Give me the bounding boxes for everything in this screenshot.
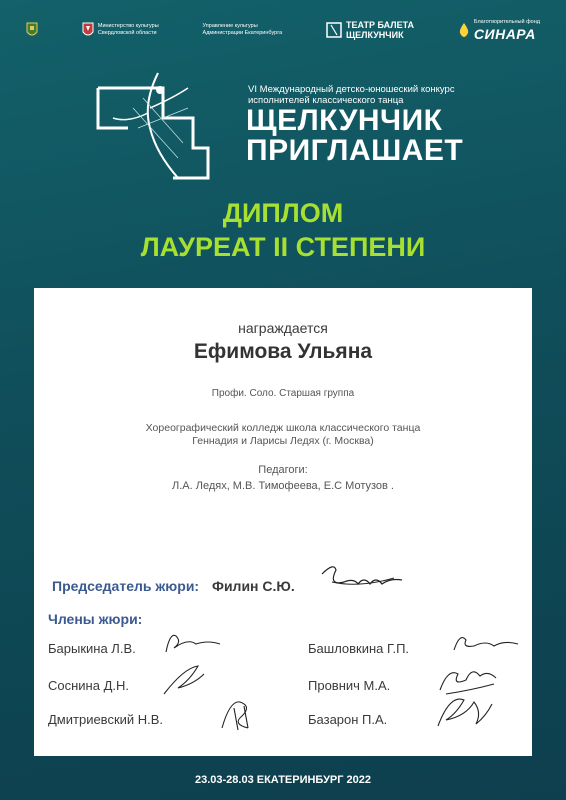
award-card: [34, 288, 532, 756]
jury-member: Соснина Д.Н.: [48, 678, 129, 693]
contest-subtitle: [248, 84, 498, 106]
dancer-logo-icon: [88, 68, 238, 198]
jury-member: Барыкина Л.В.: [48, 641, 136, 656]
jury-members-label: Члены жюри:: [48, 611, 143, 627]
ministry-line1: Министерство культуры: [97, 23, 159, 29]
jury-chair-label: Председатель жюри:: [52, 578, 200, 594]
sponsor-logos: [26, 12, 540, 48]
theatre-line1: ТЕАТР БАЛЕТА: [346, 20, 415, 30]
ministry-line2: Свердловской области: [97, 30, 157, 36]
foundation-logo: [458, 19, 540, 42]
jury-member: Дмитриевский Н.В.: [48, 712, 164, 727]
chair-signature-icon: [314, 560, 409, 594]
city-emblem-icon: [26, 22, 38, 38]
contest-title-line2: ПРИГЛАШАЕТ: [246, 134, 464, 167]
ballet-theatre-logo: [326, 20, 414, 40]
award-category: Профи. Соло. Старшая группа: [211, 388, 355, 399]
theatre-line2: ЩЕЛКУНЧИК: [346, 30, 404, 40]
ministry-culture-logo: [82, 22, 159, 38]
contest-title-line1: ЩЕЛКУНЧИК: [246, 104, 443, 137]
theatre-mark-icon: [326, 22, 342, 38]
signature-icon: [208, 694, 268, 734]
school-line1: Хореографический колледж школа классического танца: [145, 422, 421, 434]
foundation-name: СИНАРА: [473, 25, 536, 42]
jury-chair-name: Филин С.Ю.: [212, 578, 295, 594]
signature-icon: [430, 690, 500, 734]
diploma-heading: ДИПЛОМ: [222, 198, 344, 228]
school-line2: Геннадия и Ларисы Ледях (г. Москва): [192, 435, 374, 447]
school-name: [34, 422, 532, 448]
event-dates-location: 23.03-28.03 ЕКАТЕРИНБУРГ 2022: [194, 774, 372, 786]
contest-subtitle-line2: исполнителей классического танца: [248, 95, 404, 106]
jury-member: Провнич М.А.: [308, 678, 391, 693]
signature-icon: [156, 628, 226, 658]
signature-icon: [444, 628, 524, 658]
culture-department-logo: [203, 23, 283, 37]
department-line2: Администрации Екатеринбурга: [202, 30, 283, 36]
teachers-list: Л.А. Ледях, М.В. Тимофеева, Е.С Мотузов .: [172, 480, 394, 492]
contest-subtitle-line1: VI Международный детско-юношеский конкурс: [248, 84, 455, 95]
drop-icon: [458, 22, 470, 38]
awarded-label: награждается: [238, 320, 328, 336]
city-emblem-logo: [26, 22, 38, 38]
teachers-label: Педагоги:: [258, 464, 308, 476]
signature-icon: [154, 660, 214, 700]
awardee-name: Ефимова Ульяна: [193, 340, 373, 363]
foundation-label: Благотворительный фонд: [473, 18, 540, 25]
region-emblem-icon: [82, 22, 94, 38]
department-line1: Управление культуры: [202, 23, 258, 29]
jury-member: Башловкина Г.П.: [308, 641, 410, 656]
contest-title: [246, 106, 463, 166]
laureate-degree: ЛАУРЕАТ II СТЕПЕНИ: [140, 232, 426, 262]
jury-member: Базарон П.А.: [308, 712, 388, 727]
